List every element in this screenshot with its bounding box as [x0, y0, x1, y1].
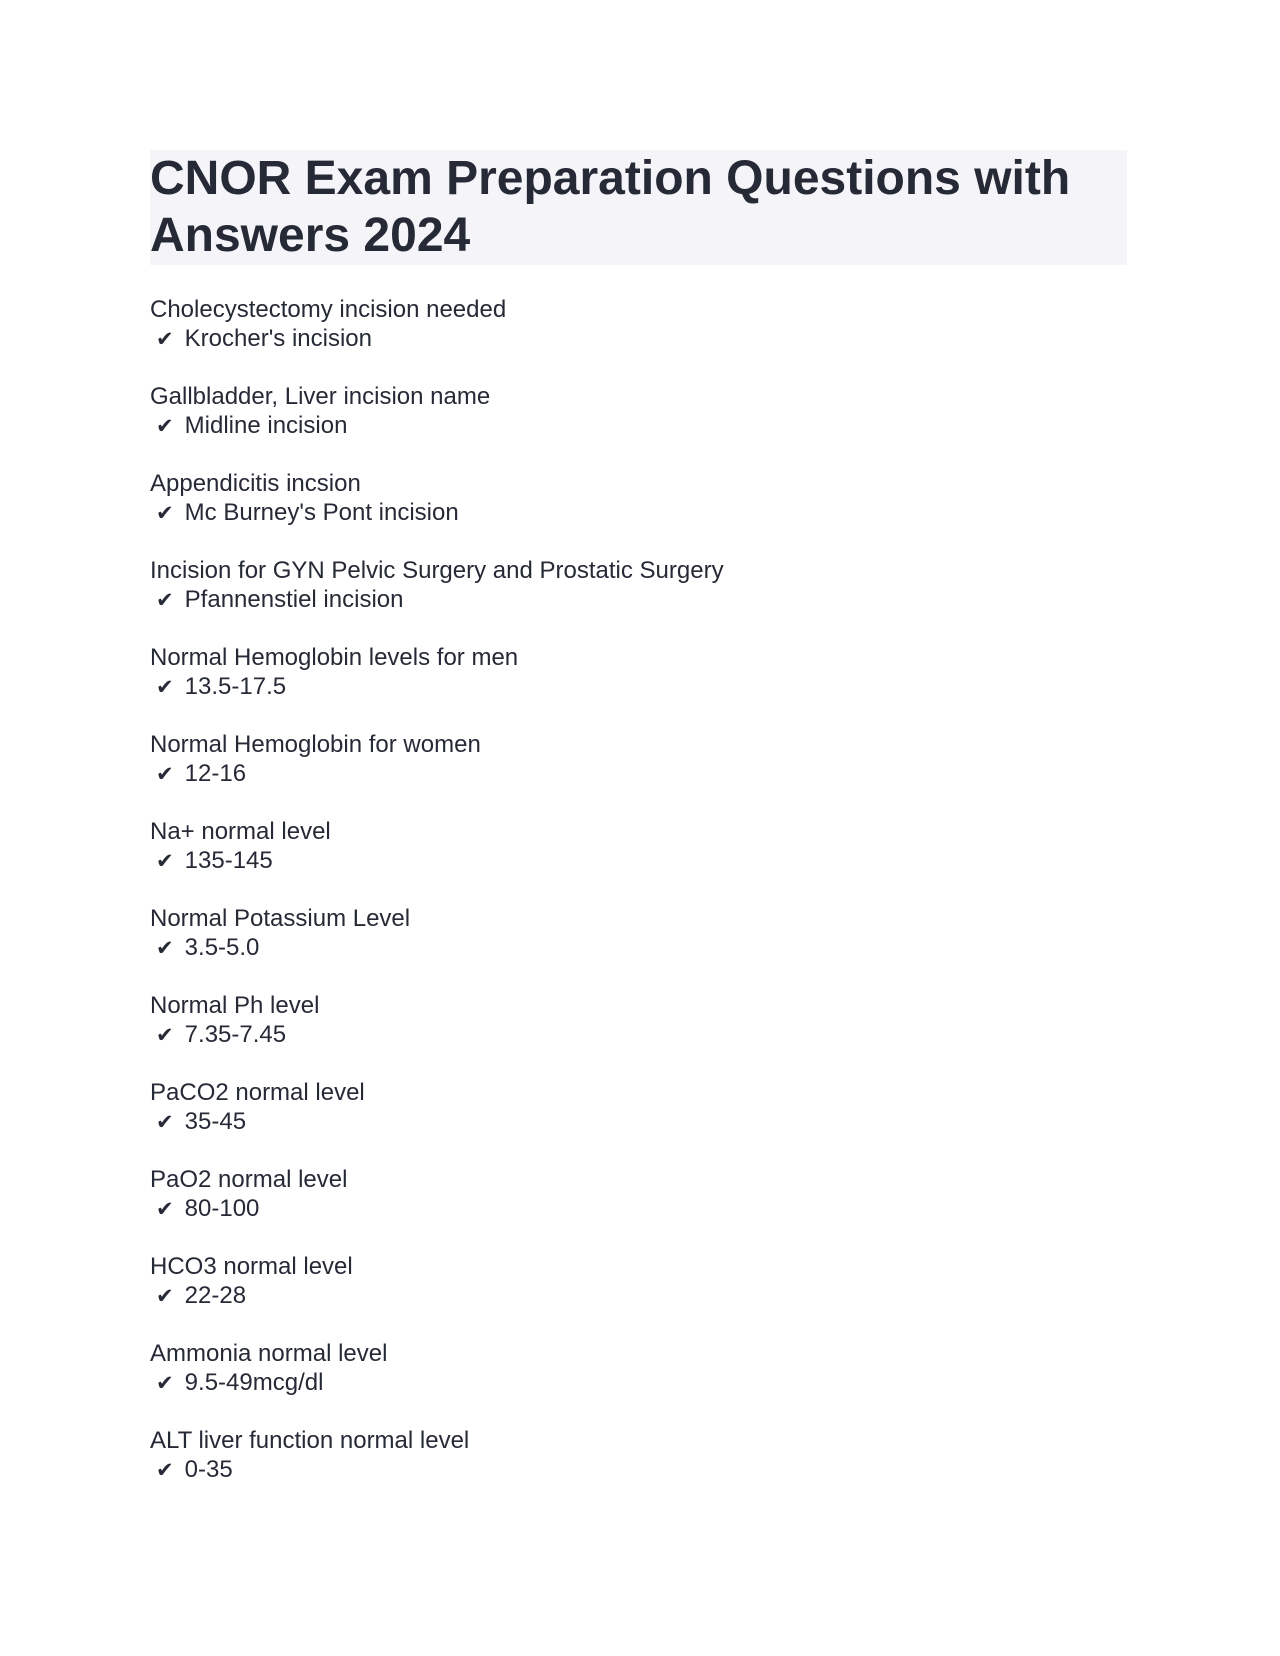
answer-line	[150, 585, 1127, 615]
question-text: Normal Hemoglobin for women	[150, 731, 481, 758]
answer-text: 9.5-49mcg/dl	[184, 1369, 324, 1396]
answer-line	[150, 411, 1127, 441]
answer-line	[150, 1107, 1127, 1137]
check-icon: ✔	[156, 763, 174, 786]
page-title: CNOR Exam Preparation Questions with Answers 2024	[150, 152, 1071, 262]
document-page	[150, 150, 1127, 1513]
qa-item	[150, 469, 1127, 556]
answer-text: 135-145	[184, 847, 273, 874]
check-icon: ✔	[156, 676, 174, 699]
check-icon: ✔	[156, 1372, 174, 1395]
question-text: Appendicitis incsion	[150, 470, 361, 497]
qa-item	[150, 1252, 1127, 1339]
check-icon: ✔	[156, 1198, 174, 1221]
title-banner	[150, 150, 1127, 265]
question-text: PaO2 normal level	[150, 1166, 348, 1193]
answer-text: Midline incision	[184, 412, 348, 439]
answer-text: 7.35-7.45	[184, 1021, 287, 1048]
answer-text: 80-100	[184, 1195, 260, 1222]
qa-item	[150, 1339, 1127, 1426]
question-text: Na+ normal level	[150, 818, 331, 845]
question-text: Normal Potassium Level	[150, 905, 411, 932]
answer-text: 35-45	[184, 1108, 247, 1135]
qa-item	[150, 643, 1127, 730]
question-text: ALT liver function normal level	[150, 1427, 470, 1454]
check-icon: ✔	[156, 502, 174, 525]
answer-line	[150, 498, 1127, 528]
qa-list	[150, 295, 1127, 1513]
answer-text: 22-28	[184, 1282, 247, 1309]
answer-line	[150, 759, 1127, 789]
question-text: Gallbladder, Liver incision name	[150, 383, 491, 410]
answer-text: 3.5-5.0	[184, 934, 260, 961]
check-icon: ✔	[156, 1459, 174, 1482]
question-text: Ammonia normal level	[150, 1340, 388, 1367]
answer-line	[150, 1020, 1127, 1050]
question-text: Normal Hemoglobin levels for men	[150, 644, 519, 671]
qa-item	[150, 295, 1127, 382]
answer-line	[150, 846, 1127, 876]
answer-text: Pfannenstiel incision	[184, 586, 404, 613]
qa-item	[150, 817, 1127, 904]
question-text: Cholecystectomy incision needed	[150, 296, 507, 323]
answer-line	[150, 1281, 1127, 1311]
answer-line	[150, 933, 1127, 963]
check-icon: ✔	[156, 1024, 174, 1047]
qa-item	[150, 991, 1127, 1078]
check-icon: ✔	[156, 589, 174, 612]
check-icon: ✔	[156, 328, 174, 351]
answer-line	[150, 324, 1127, 354]
answer-line	[150, 1368, 1127, 1398]
qa-item	[150, 1078, 1127, 1165]
qa-item	[150, 1426, 1127, 1513]
qa-item	[150, 556, 1127, 643]
answer-text: 13.5-17.5	[184, 673, 287, 700]
qa-item	[150, 904, 1127, 991]
qa-item	[150, 382, 1127, 469]
question-text: PaCO2 normal level	[150, 1079, 365, 1106]
question-text: Normal Ph level	[150, 992, 320, 1019]
check-icon: ✔	[156, 1285, 174, 1308]
check-icon: ✔	[156, 415, 174, 438]
check-icon: ✔	[156, 850, 174, 873]
answer-text: Krocher's incision	[184, 325, 372, 352]
qa-item	[150, 730, 1127, 817]
answer-line	[150, 1194, 1127, 1224]
answer-line	[150, 1455, 1127, 1485]
qa-item	[150, 1165, 1127, 1252]
answer-text: 12-16	[184, 760, 247, 787]
question-text: Incision for GYN Pelvic Surgery and Prostatic Surgery	[150, 557, 724, 584]
answer-text: 0-35	[184, 1456, 233, 1483]
question-text: HCO3 normal level	[150, 1253, 353, 1280]
check-icon: ✔	[156, 1111, 174, 1134]
check-icon: ✔	[156, 937, 174, 960]
answer-text: Mc Burney's Pont incision	[184, 499, 459, 526]
answer-line	[150, 672, 1127, 702]
